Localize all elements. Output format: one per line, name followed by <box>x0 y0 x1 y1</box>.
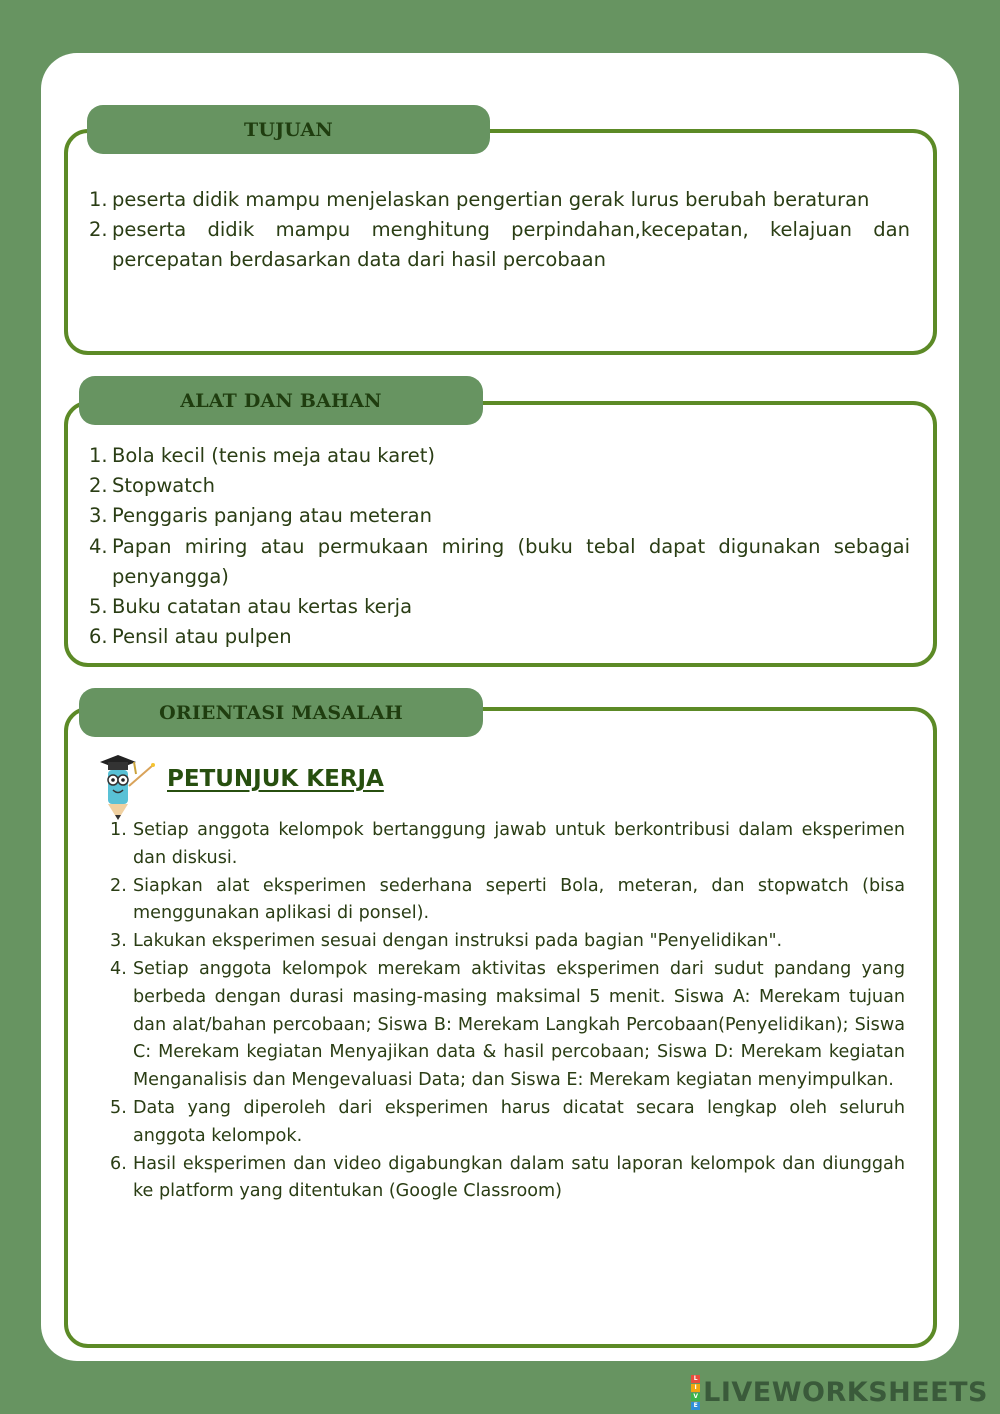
list-item <box>110 1095 905 1151</box>
list-number: 6. <box>110 1153 127 1174</box>
list-number: 2. <box>89 474 108 498</box>
list-number: 1. <box>89 188 108 211</box>
list-text: Siapkan alat eksperimen sederhana seperti Bola, meteran, dan stopwatch (bisa menggunakan aplikasi di ponsel). <box>133 875 905 924</box>
list-text: peserta didik mampu menghitung perpindahan,kecepatan, kelajuan dan percepatan berdasarkan data dari hasil percobaan <box>112 218 910 272</box>
live-letters-icon <box>691 1375 700 1410</box>
live-letter: E <box>691 1402 700 1410</box>
list-number: 3. <box>110 931 127 952</box>
list-number: 6. <box>89 625 108 649</box>
alat-list <box>89 441 910 652</box>
list-text: peserta didik mampu menjelaskan pengertian gerak lurus berubah beraturan <box>112 188 870 211</box>
live-letter: V <box>691 1393 700 1401</box>
list-item <box>89 532 910 592</box>
alat-title: ALAT DAN BAHAN <box>79 376 483 425</box>
list-item <box>89 215 910 275</box>
list-item <box>110 956 905 1095</box>
live-letter: L <box>691 1375 700 1383</box>
list-text: Penggaris panjang atau meteran <box>112 504 432 528</box>
list-text: Setiap anggota kelompok merekam aktivitas eksperimen dari sudut pandang yang berbeda dengan durasi masing-masing maksimal 5 menit. Siswa A: Merekam tujuan dan alat/bahan percobaan; Siswa B: Merekam Langkah Percobaan(Penyelidikan); Siswa C: Merekam kegiatan Menyajikan data & hasil percobaan; Siswa D: Merekam kegiatan Menganalisis dan Mengevaluasi Data; dan Siswa E: Merekam kegiatan menyimpulkan. <box>133 958 905 1091</box>
list-item <box>110 873 905 929</box>
live-letter: I <box>691 1384 700 1392</box>
list-number: 3. <box>89 504 108 528</box>
list-number: 5. <box>110 1097 127 1118</box>
list-text: Papan miring atau permukaan miring (buku tebal dapat digunakan sebagai penyangga) <box>112 534 910 588</box>
list-item <box>89 592 910 622</box>
liveworksheets-brand: LIVEWORKSHEETS <box>703 1376 988 1408</box>
tujuan-title: TUJUAN <box>87 105 490 154</box>
list-number: 4. <box>89 534 108 558</box>
orientasi-title: ORIENTASI MASALAH <box>79 688 483 737</box>
list-text: Pensil atau pulpen <box>112 625 292 649</box>
list-number: 4. <box>110 958 127 979</box>
list-text: Setiap anggota kelompok bertanggung jawab untuk berkontribusi dalam eksperimen dan diskusi. <box>133 820 905 868</box>
list-text: Bola kecil (tenis meja atau karet) <box>112 444 436 467</box>
list-item <box>110 928 905 956</box>
list-text: Hasil eksperimen dan video digabungkan dalam satu laporan kelompok dan diunggah ke platform yang ditentukan (Google Classroom) <box>133 1153 905 1202</box>
list-item <box>89 441 910 471</box>
list-number: 1. <box>110 820 127 840</box>
list-item <box>89 185 910 215</box>
tujuan-list <box>89 185 910 276</box>
list-number: 5. <box>89 595 108 619</box>
list-text: Lakukan eksperimen sesuai dengan instruksi pada bagian "Penyelidikan". <box>133 931 783 952</box>
petunjuk-kerja-heading: PETUNJUK KERJA <box>167 766 384 792</box>
liveworksheets-logo[interactable] <box>691 1374 988 1410</box>
list-text: Data yang diperoleh dari eksperimen harus dicatat secara lengkap oleh seluruh anggota kelompok. <box>133 1097 905 1146</box>
list-text: Stopwatch <box>112 474 215 498</box>
list-number: 1. <box>89 444 108 467</box>
list-item <box>110 1151 905 1207</box>
pencil-mascot-icon <box>96 752 158 822</box>
list-number: 2. <box>110 875 127 896</box>
orientasi-list <box>110 817 905 1206</box>
list-item <box>89 471 910 501</box>
list-item <box>110 817 905 873</box>
list-item <box>89 501 910 531</box>
list-number: 2. <box>89 218 108 242</box>
list-item <box>89 622 910 652</box>
list-text: Buku catatan atau kertas kerja <box>112 595 413 619</box>
